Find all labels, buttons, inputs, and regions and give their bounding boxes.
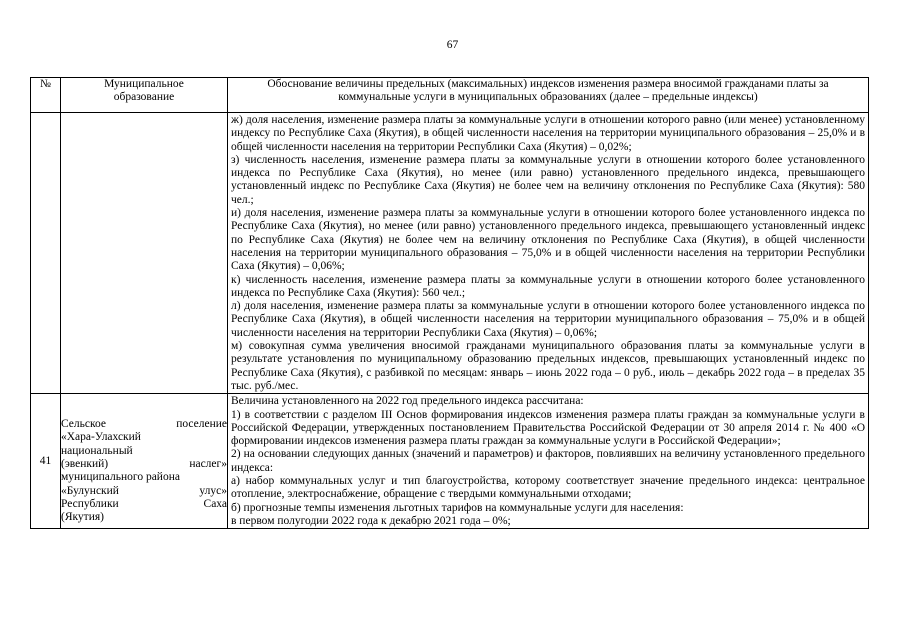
row-justification-cell [228,113,869,394]
municipality-line: (эвенкий) наслег» [61,457,227,470]
row-number-41: 41 [31,394,61,529]
header-municipality-text: Муниципальное образование [104,78,184,103]
justification-cell-41 [228,394,869,529]
table-row-41 [31,394,869,529]
header-justification: Обоснование величины предельных (максимальных) индексов изменения размера вносимой гражданами платы за коммунальные услуги в муниципальных образованиях (далее – предельные индексы) [228,78,869,113]
paragraph-1: 1) в соответствии с разделом III Основ формирования индексов изменения размера платы граждан за коммунальные услуги в Российской Федерации, утвержденных постановлением Правительства Российской Федерации от 30 апреля 2014 г. № 400 «О формировании индексов изменения размера платы граждан за коммунальные услуги в Российской Федерации»; [231,408,865,448]
paragraph-m: м) совокупная сумма увеличения вносимой гражданами муниципального образования платы за коммунальные услуги в результате установления по муниципальному образованию предельных индексов, превышающих установленный индекс по Республике Саха (Якутия), с разбивкой по месяцам: январь – июнь 2022 года – 0 руб., июль – декабрь 2022 года – в пределах 35 тыс. руб./мес. [231,340,865,392]
paragraph-intro: Величина установленного на 2022 год предельного индекса рассчитана: [231,395,584,408]
table-header-row [31,78,869,113]
row-municipality-cell [61,113,228,394]
table-row-continued [31,113,869,394]
row-number-cell [31,113,61,394]
paragraph-i: и) доля населения, изменение размера платы за коммунальные услуги в отношении которого более установленного индекса по Республике Саха (Якутия), но менее (или равно) установленного предельного индекса, превышающего установленный индекс по Республике Саха (Якутия) не более чем на величину отклонения по Республике Саха (Якутия), в общей численности населения на территории муниципального образования – 75,0% и в общей численности населения на территории Республики Саха (Якутия) – 0,06%; [231,207,865,273]
municipality-line: национальный [61,444,133,457]
paragraph-2: 2) на основании следующих данных (значений и параметров) и факторов, повлиявших на величину установленного предельного индекса: [231,448,865,474]
paragraph-first-half: в первом полугодии 2022 года к декабрю 2021 года – 0%; [231,514,511,527]
paragraph-z: з) численность населения, изменение размера платы за коммунальные услуги в отношении которого более установленного индекса по Республике Саха (Якутия), но менее (или равно) установленного предельного индекса, превышающего установленный индекс по Республике Саха (Якутия) не более чем на величину отклонения по Республике Саха (Якутия): 580 чел.; [231,153,865,206]
tariff-index-table [30,77,869,529]
municipality-line: муниципального района [61,471,180,484]
paragraph-l: л) доля населения, изменение размера платы за коммунальные услуги в отношении которого более установленного индекса по Республике Саха (Якутия), в общей численности населения на территории муниципального образования – 75,0% и в общей численности населения на территории Республики Саха (Якутия) – 0,06%; [231,300,865,339]
municipality-line: Сельское поселение [61,418,227,431]
header-municipality [61,78,228,113]
municipality-cell-41 [61,394,228,529]
municipality-line: «Булунский улус» [61,484,227,497]
municipality-line: (Якутия) [61,511,104,524]
page-number: 67 [446,39,459,51]
paragraph-a: а) набор коммунальных услуг и тип благоустройства, которому соответствует значение предельного индекса: центральное отопление, электроснабжение, обращение с твердыми коммунальными отходами; [231,475,865,501]
header-number: № [31,78,61,113]
paragraph-k: к) численность населения, изменение размера платы за коммунальные услуги в отношении которого более установленного индекса по Республике Саха (Якутия): 560 чел.; [231,273,865,299]
municipality-line: Республики Саха [61,497,227,510]
paragraph-zh: ж) доля населения, изменение размера платы за коммунальные услуги в отношении которого равно (или менее) установленному индексу по Республике Саха (Якутия), в общей численности населения на территории муниципального образования – 25,0% и в общей численности населения на территории Республики Саха (Якутия) – 0,02%; [231,114,865,153]
paragraph-b: б) прогнозные темпы изменения льготных тарифов на коммунальные услуги для населения: [231,501,684,514]
municipality-line: «Хара-Улахский [61,431,141,444]
